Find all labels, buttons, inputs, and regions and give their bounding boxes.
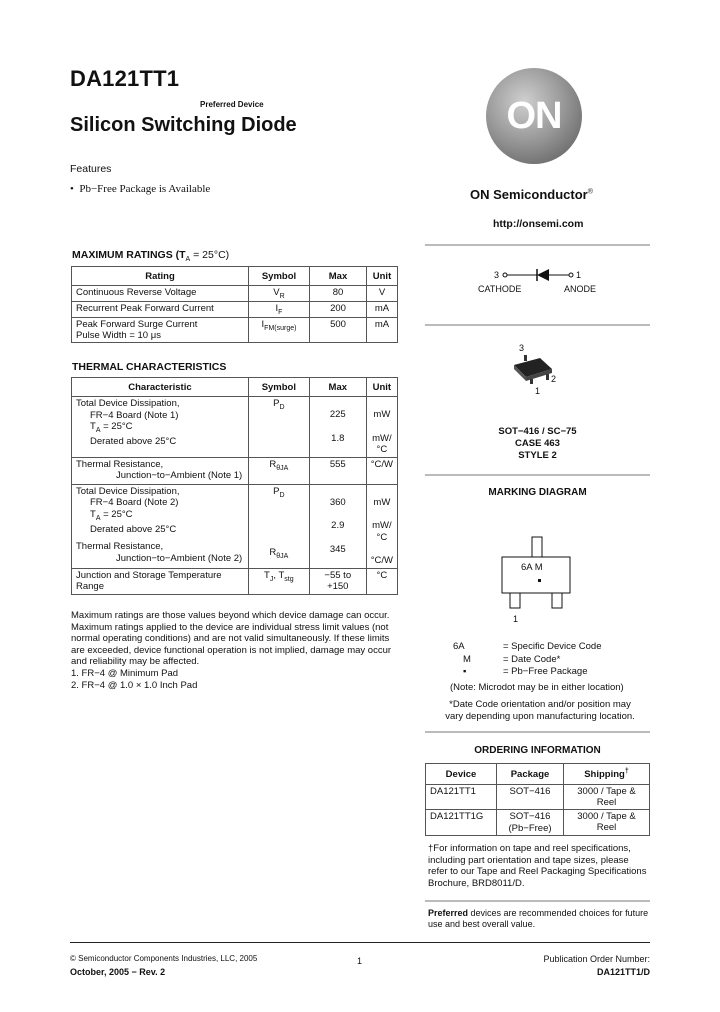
note-1: 1. FR−4 @ Minimum Pad <box>71 668 179 679</box>
marking-heading: MARKING DIAGRAM <box>488 487 587 498</box>
table-row: Recurrent Peak Forward Current $I_F$ 200 mA <box>72 301 398 317</box>
pkg-pin3: 3 <box>519 343 525 353</box>
col-header: Max <box>309 378 366 397</box>
table-row: Continuous Reverse Voltage $V_R$ 80 V <box>72 286 398 302</box>
pin1-label: 1 <box>576 270 582 280</box>
company-name: ON Semiconductor® <box>470 187 593 202</box>
microdot-note: (Note: Microdot may be in either location) <box>450 682 624 693</box>
table-row: Junction and Storage Temperature Range $T_J$, $T_{stg}$ −55 to +150 °C <box>72 568 398 594</box>
footer-rule <box>70 942 650 943</box>
revision-date: October, 2005 − Rev. 2 <box>70 967 166 977</box>
divider <box>425 244 650 246</box>
part-number: DA121TT1 <box>70 66 180 91</box>
col-header: Max <box>310 267 367 286</box>
marking-package <box>490 535 590 615</box>
table-row: DA121TT1 SOT−416 3000 / Tape & Reel <box>426 785 650 810</box>
col-header: Symbol <box>248 378 309 397</box>
col-header: Rating <box>72 267 249 286</box>
table-row: Peak Forward Surge Current Pulse Width = 10 μs $I_{FM(surge)}$ 500 mA <box>72 317 398 342</box>
col-header: Package <box>497 764 564 785</box>
on-logo: ON <box>486 68 582 164</box>
ordering-footnote: †For information on tape and reel specifications, including part orientation and tape sizes, please refer to our Tape and Reel Packaging Specifications Brochure, BRD8011/D. <box>428 843 647 889</box>
col-header: Symbol <box>249 267 310 286</box>
thermal-table <box>71 377 398 595</box>
table-row: DA121TT1G SOT−416 (Pb−Free) 3000 / Tape & Reel <box>426 810 650 836</box>
table-row: Thermal Resistance, Junction−to−Ambient (Note 1) $R_{\theta JA}$ 555 °C/W <box>72 457 398 484</box>
pub-number: DA121TT1/D <box>596 967 650 977</box>
date-code-note: *Date Code orientation and/or position may vary depending upon manufacturing location. <box>445 699 635 722</box>
marking-legend: 6A = Specific Device Code M = Date Code* ▪ = Pb−Free Package <box>453 641 602 677</box>
col-header: Unit <box>366 378 397 397</box>
col-header: Unit <box>367 267 398 286</box>
max-ratings-heading: MAXIMUM RATINGS $(T_A = 25^\circ C)$ <box>72 249 230 264</box>
anode-label: ANODE <box>564 284 597 294</box>
features-heading: Features <box>70 163 112 175</box>
ordering-table <box>425 763 650 836</box>
table-row: Total Device Dissipation, FR−4 Board (Note 1) $T_A = 25^\circ C$ Derated above 25°C $P_D$ 225 1.8 mW mW/°C <box>72 397 398 458</box>
note-2: 2. FR−4 @ 1.0 × 1.0 Inch Pad <box>71 680 198 691</box>
page-title: Silicon Switching Diode <box>70 114 297 136</box>
pub-label: Publication Order Number: <box>543 954 650 964</box>
ordering-heading: ORDERING INFORMATION <box>474 745 601 756</box>
table-row: Total Device Dissipation, FR−4 Board (Note 2) $T_A = 25^\circ C$ Derated above 25°C Thermal Resistance, Junction−to−Ambient (Note 2) $P_D$ $R_{\theta JA}$ 360 2.9 345 mW mW/°C °C/W <box>72 484 398 568</box>
copyright: © Semiconductor Components Industries, LLC, 2005 <box>70 954 258 963</box>
divider <box>425 900 650 902</box>
pkg-pin1: 1 <box>535 386 541 396</box>
preferred-device-label: Preferred Device <box>200 100 264 109</box>
diode-symbol <box>425 262 650 302</box>
package-info: SOT−416 / SC−75 CASE 463 STYLE 2 <box>498 426 577 461</box>
col-header: Device <box>426 764 497 785</box>
divider <box>425 474 650 476</box>
col-header: Characteristic <box>72 378 249 397</box>
divider <box>425 324 650 326</box>
col-header: Shipping† <box>564 764 650 785</box>
marking-code: 6A M <box>521 562 543 573</box>
pin3-label: 3 <box>494 270 500 280</box>
ratings-note: Maximum ratings are those values beyond which device damage can occur. Maximum ratings applied to the device are individual stress limit values (not normal operating conditions) and are not valid simultaneously. If these limits are exceeded, device functional operation is not implied, damage may occur and reliability may be affected. <box>71 610 392 667</box>
preferred-note: Preferred devices are recommended choices for future use and best overall value. <box>428 908 649 929</box>
cathode-label: CATHODE <box>478 284 522 294</box>
max-ratings-table <box>71 266 398 343</box>
thermal-heading: THERMAL CHARACTERISTICS <box>72 361 227 373</box>
marking-pin1: 1 <box>513 614 519 624</box>
divider <box>425 731 650 733</box>
page-number: 1 <box>357 956 363 966</box>
pkg-pin2: 2 <box>551 374 557 384</box>
feature-item: • Pb−Free Package is Available <box>70 183 211 195</box>
website-link[interactable]: http://onsemi.com <box>493 218 584 230</box>
